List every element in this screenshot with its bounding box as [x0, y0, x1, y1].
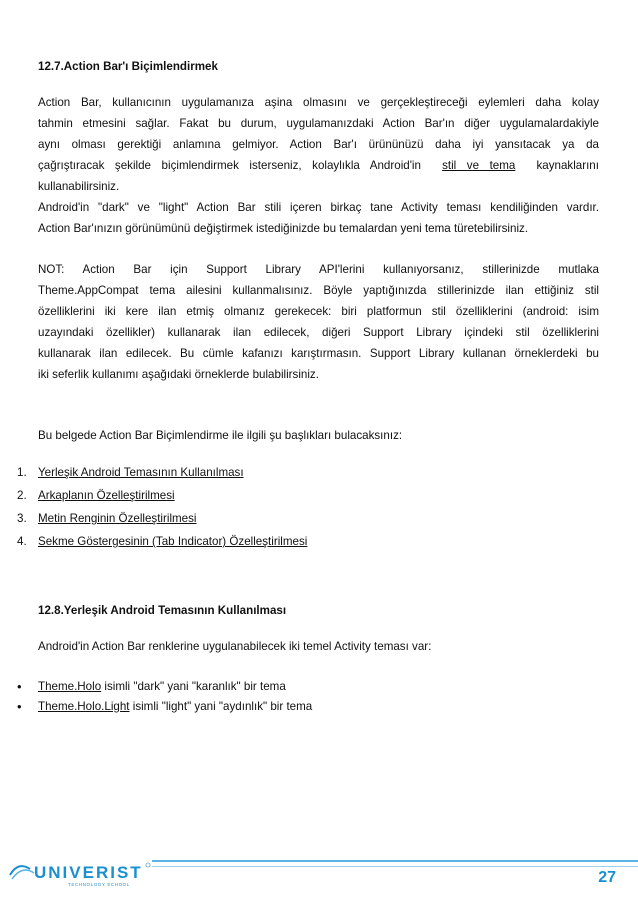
bullet-rest: isimli "light" yani "aydınlık" bir tema [129, 700, 313, 713]
section-heading-12-8: 12.8.Yerleşik Android Temasının Kullanılması [38, 604, 287, 617]
stil-ve-tema-link[interactable]: stil ve tema [442, 159, 516, 172]
theme-holo-light-link[interactable]: Theme.Holo.Light [38, 700, 130, 713]
paragraph-intro [38, 92, 599, 239]
logo-subtext: TECHNOLOGY SCHOOL [68, 882, 130, 887]
section-heading-12-7: 12.7.Action Bar'ı Biçimlendirmek [38, 60, 218, 73]
page-number: 27 [598, 869, 616, 886]
toc-link-metin-rengi[interactable]: Metin Renginin Özelleştirilmesi [38, 512, 197, 525]
toc-link-arkaplan[interactable]: Arkaplanın Özelleştirilmesi [38, 489, 175, 502]
note-line: uzayındaki özellikler) kullanarak ilan edilecek, diğeri Support Library içindeki stil özelliklerini [38, 326, 599, 339]
paragraph-line: kullanabilirsiniz. [38, 180, 120, 193]
toc-number: 2. [17, 489, 27, 502]
footer-rule [152, 860, 638, 862]
bullet-text [38, 700, 312, 713]
paragraph-line: Android'in "dark" ve "light" Action Bar stili içeren birkaç tane Activity teması kendiliğinden vardır. [38, 201, 599, 214]
toc-number: 1. [17, 466, 27, 479]
bullet-text [38, 680, 286, 693]
note-line: özelliklerini iki kere ilan etmiş olmanız gerekecek: biri platformun stil özelliklerini (android: isim [38, 305, 599, 318]
bullet-icon: • [17, 699, 22, 714]
toc-link-sekme-gostergesi[interactable]: Sekme Göstergesinin (Tab Indicator) Özelleştirilmesi [38, 535, 308, 548]
bullet-icon: • [17, 679, 22, 694]
toc-link-yerlesik-tema[interactable]: Yerleşik Android Temasının Kullanılması [38, 466, 244, 479]
section2-intro: Android'in Action Bar renklerine uygulanabilecek iki temel Activity teması var: [38, 640, 432, 653]
paragraph-line: Action Bar, kullanıcının uygulamanıza aşina olmasını ve gerçekleştireceği eylemleri daha kolay [38, 96, 599, 109]
note-paragraph [38, 259, 599, 385]
paragraph-line: Action Bar'ınızın görünümünü değiştirmek istediğinizde bu temalardan yeni tema türetebilirsiniz. [38, 222, 529, 235]
note-line: kullanarak ilan edilecek. Bu cümle kafanızı karıştırmasın. Support Library kullanan örneklerdeki bu [38, 347, 599, 360]
toc-intro: Bu belgede Action Bar Biçimlendirme ile ilgili şu başlıkları bulacaksınız: [38, 429, 403, 442]
bullet-rest: isimli "dark" yani "karanlık" bir tema [101, 680, 286, 693]
note-line: NOT: Action Bar için Support Library API'lerini kullanıyorsanız, stillerinizde mutlaka [38, 263, 599, 276]
paragraph-text: çağrıştıracak şekilde biçimlendirmek isterseniz, kolaylıkla Android'in [38, 159, 421, 172]
theme-holo-link[interactable]: Theme.Holo [38, 680, 102, 693]
toc-number: 4. [17, 535, 27, 548]
univerist-logo [8, 853, 158, 889]
note-line: iki seferlik kullanımı aşağıdaki örneklerde bulabilirsiniz. [38, 368, 319, 381]
paragraph-text: kaynaklarını [536, 159, 599, 172]
toc-number: 3. [17, 512, 27, 525]
note-line: Theme.AppCompat tema ailesini kullanmalısınız. Böyle yaptığınızda stillerinizde ilan ettiğiniz stil [38, 284, 599, 297]
footer-rule-thin [152, 866, 638, 867]
paragraph-line-with-link [38, 155, 599, 176]
logo-wordmark: UNIVERIST [34, 863, 143, 882]
paragraph-line: aynı olması gerektiği anlamına gelmiyor. Action Bar'ı ürününüzü daha iyi yansıtacak ya da [38, 138, 599, 151]
paragraph-line: tahmin etmesini sağlar. Fakat bu durum, uygulamanızdaki Action Bar'ın diğer uygulamalardakiyle [38, 117, 599, 130]
